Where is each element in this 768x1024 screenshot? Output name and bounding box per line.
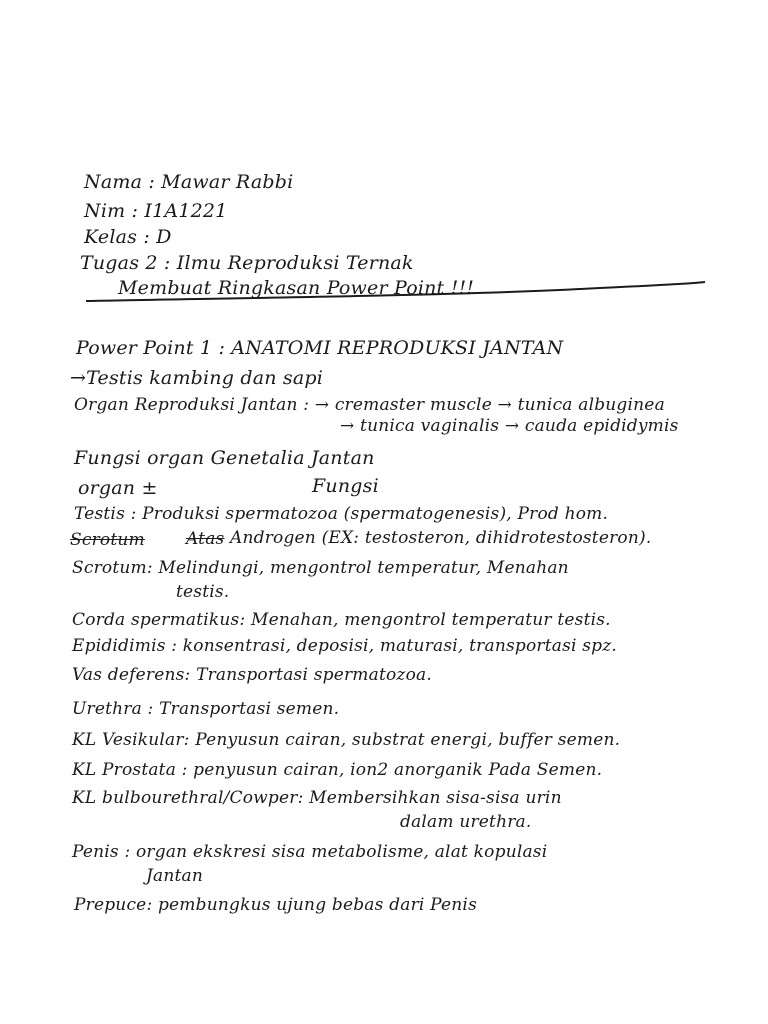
row-bulbourethral-2: dalam urethra.	[400, 812, 532, 832]
student-nim: Nim : I1A1221	[84, 200, 228, 222]
row-bulbourethral-1: KL bulbourethral/Cowper: Membersihkan sisa-sisa urin	[72, 788, 562, 808]
column-fungsi: Fungsi	[312, 475, 379, 497]
assignment-course: Tugas 2 : Ilmu Reproduksi Ternak	[80, 252, 414, 274]
row-penis-2: Jantan	[146, 866, 204, 886]
row-penis-1: Penis : organ ekskresi sisa metabolisme, alat kopulasi	[72, 842, 548, 862]
row-scrotum-1: Scrotum: Melindungi, mengontrol temperatur, Menahan	[72, 558, 569, 578]
row-testis: Testis : Produksi spermatozoa (spermatogenesis), Prod hom.	[74, 504, 609, 524]
organ-line-1: Organ Reproduksi Jantan : → cremaster muscle → tunica albuginea	[74, 395, 665, 415]
row-crossed-word: Atas	[186, 529, 225, 549]
student-name: Nama : Mawar Rabbi	[84, 171, 294, 193]
row-corda: Corda spermatikus: Menahan, mengontrol temperatur testis.	[72, 610, 611, 630]
row-urethra: Urethra : Transportasi semen.	[72, 699, 340, 719]
row-prostata: KL Prostata : penyusun cairan, ion2 anorganik Pada Semen.	[72, 760, 603, 780]
row-epididimis: Epididimis : konsentrasi, deposisi, maturasi, transportasi spz.	[72, 636, 618, 656]
section-heading: Power Point 1 : ANATOMI REPRODUKSI JANTAN	[76, 337, 564, 359]
organ-line-2: → tunica vaginalis → cauda epididymis	[340, 416, 679, 436]
row-prepuce: Prepuce: pembungkus ujung bebas dari Penis	[74, 895, 477, 915]
assignment-title: Membuat Ringkasan Power Point !!!	[118, 277, 475, 299]
function-header: Fungsi organ Genetalia Jantan	[74, 447, 375, 469]
row-vas-deferens: Vas deferens: Transportasi spermatozoa.	[72, 665, 432, 685]
row-androgen: Androgen (EX: testosteron, dihidrotestosteron).	[230, 528, 652, 548]
student-class: Kelas : D	[84, 226, 172, 248]
row-vesikular: KL Vesikular: Penyusun cairan, substrat energi, buffer semen.	[72, 730, 621, 750]
row-scrotum-crossed-label: Scrotum	[70, 530, 145, 550]
column-organ: organ ±	[78, 477, 158, 499]
row-scrotum-2: testis.	[176, 582, 230, 602]
testis-note: →Testis kambing dan sapi	[70, 367, 324, 389]
